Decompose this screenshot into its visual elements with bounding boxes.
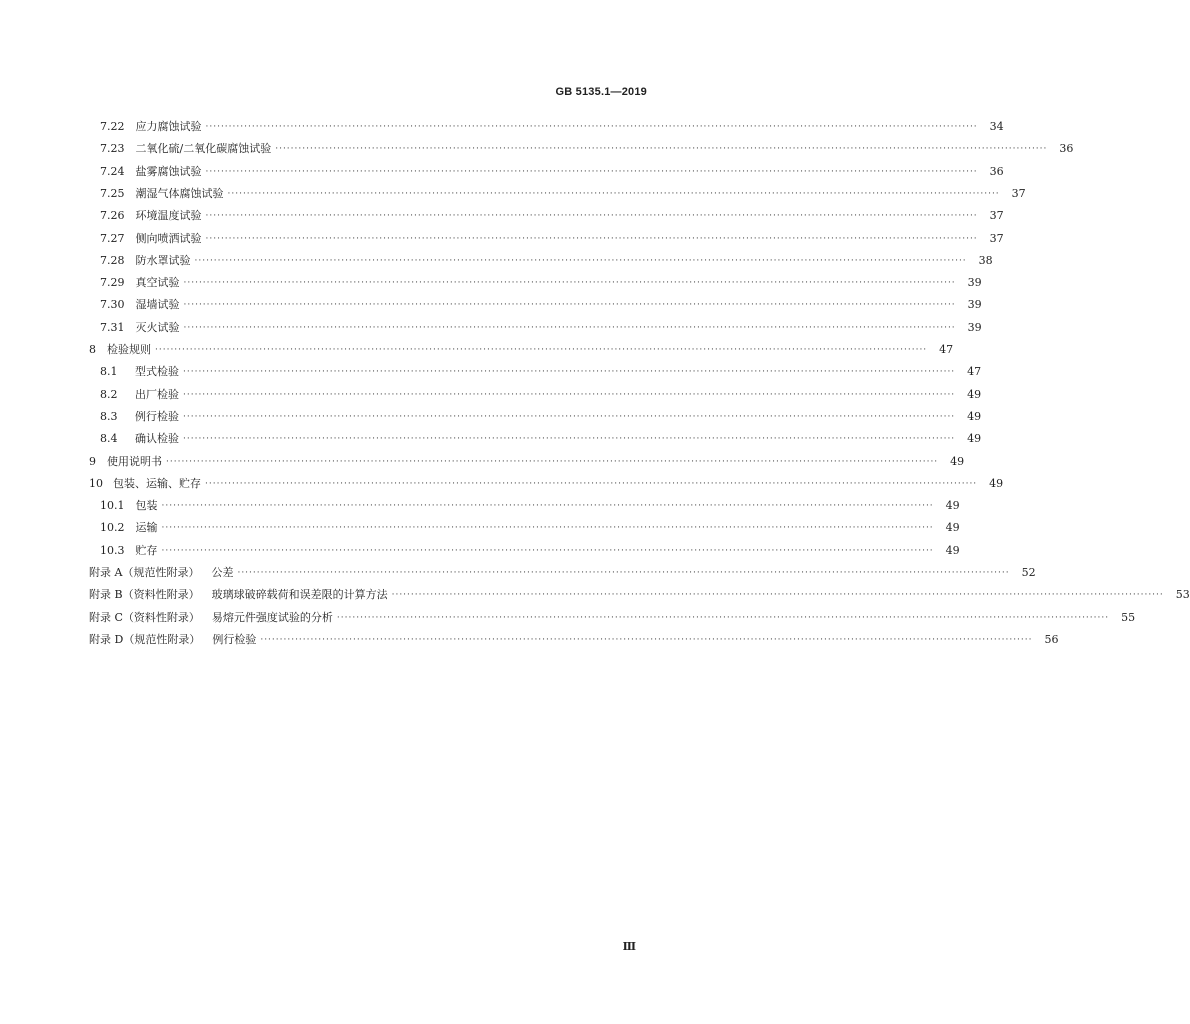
toc-entry[interactable] (0, 230, 1004, 248)
toc-entry-number: 附录 D（规范性附录） (89, 632, 201, 646)
toc-entry-number: 7.25 (100, 186, 125, 200)
toc-entry[interactable] (0, 542, 960, 560)
toc-entry-page: 37 (989, 209, 1004, 223)
toc-entry[interactable] (0, 475, 1004, 493)
toc-entry-number: 9 (89, 454, 96, 468)
toc-dot-leader: ········································································································································································································ (205, 233, 978, 244)
toc-entry-page: 49 (967, 432, 982, 446)
toc-entry-title: 潮湿气体腐蚀试验 (135, 186, 224, 200)
toc-entry-number: 附录 A（规范性附录） (89, 566, 200, 579)
toc-dot-leader: ········································································································································································································ (205, 122, 978, 132)
toc-entry[interactable] (0, 185, 1026, 203)
document-code: GB 5135.1—2019 (555, 86, 647, 98)
toc-dot-leader: ········································································································································································································ (183, 389, 956, 400)
toc-entry-number: 10.3 (100, 543, 125, 557)
toc-dot-leader: ········································································································································································································ (155, 345, 928, 355)
toc-dot-leader: ········································································································································································································ (260, 634, 1033, 645)
toc-dot-leader: ········································································································································································································ (161, 501, 934, 512)
toc-entry-title: 二氧化硫/二氧化碳腐蚀试验 (135, 142, 272, 156)
toc-entry-title: 应力腐蚀试验 (135, 120, 202, 133)
toc-entry-page: 49 (950, 454, 965, 468)
toc-entry[interactable] (0, 408, 982, 426)
toc-dot-leader: ········································································································································································································ (183, 367, 956, 378)
toc-entry-page: 56 (1044, 632, 1059, 646)
toc-dot-leader: ········································································································································································································ (227, 188, 1000, 199)
toc-dot-leader: ········································································································································································································ (194, 255, 967, 266)
toc-entry-number: 8.3 (100, 409, 118, 423)
toc-entry-title: 确认检验 (135, 432, 179, 446)
toc-entry-title: 盐雾腐蚀试验 (135, 164, 202, 178)
toc-entry-title: 运输 (135, 521, 158, 535)
toc-entry-title: 易熔元件强度试验的分析 (211, 610, 333, 624)
toc-entry-page: 49 (967, 409, 982, 423)
toc-dot-leader: ········································································································································································································ (183, 278, 956, 289)
toc-entry-number: 8.4 (100, 432, 118, 446)
toc-entry-page: 38 (978, 253, 993, 267)
toc-dot-leader: ········································································································································································································ (183, 411, 956, 422)
toc-entry-number: 附录 C（资料性附录） (89, 610, 200, 624)
toc-entry-page: 49 (945, 521, 960, 535)
toc-entry-title: 公差 (211, 566, 234, 579)
toc-dot-leader: ········································································································································································································ (161, 545, 934, 556)
toc-dot-leader: ········································································································································································································ (391, 590, 1164, 601)
toc-entry-title: 灭火试验 (135, 320, 180, 334)
toc-entry-title: 包装 (135, 499, 158, 513)
toc-entry-page: 39 (967, 298, 982, 312)
toc-entry-number: 7.26 (100, 209, 125, 223)
toc-dot-leader: ········································································································································································································ (205, 166, 978, 177)
toc-entry-title: 玻璃球破碎载荷和误差限的计算方法 (211, 588, 388, 602)
toc-dot-leader: ········································································································································································································ (237, 568, 1010, 578)
toc-dot-leader: ········································································································································································································ (205, 211, 978, 222)
toc-entry-page: 34 (989, 120, 1004, 133)
toc-entry[interactable] (0, 296, 982, 314)
toc-entry-page: 49 (945, 543, 960, 557)
toc-entry-number: 7.28 (100, 253, 125, 267)
toc-entry[interactable] (0, 453, 965, 471)
toc-entry-number: 7.27 (100, 231, 125, 245)
toc-entry-number: 7.24 (100, 164, 125, 178)
toc-entry[interactable] (0, 341, 954, 359)
toc-entry[interactable] (0, 274, 982, 292)
toc-dot-leader: ········································································································································································································ (161, 523, 934, 534)
toc-dot-leader: ········································································································································································································ (183, 322, 956, 333)
toc-entry-number: 7.23 (100, 142, 125, 156)
toc-entry-number: 8.1 (100, 365, 118, 379)
toc-entry-page: 47 (967, 365, 982, 379)
toc-entry-page: 49 (967, 387, 982, 401)
toc-entry-page: 53 (1175, 588, 1190, 602)
toc-dot-leader: ········································································································································································································ (205, 478, 978, 489)
toc-entry-title: 包装、运输、贮存 (113, 476, 201, 490)
toc-entry-title: 真空试验 (135, 276, 180, 290)
toc-entry-title: 防水罩试验 (135, 253, 191, 267)
toc-entry-title: 型式检验 (135, 365, 179, 379)
toc-entry-page: 37 (1011, 186, 1026, 200)
toc-entry[interactable] (0, 497, 960, 515)
toc-entry-title: 贮存 (135, 543, 158, 557)
toc-entry-number: 8 (89, 343, 96, 356)
toc-dot-leader: ········································································································································································································ (166, 456, 939, 467)
toc-entry-page: 49 (945, 499, 960, 513)
toc-entry-title: 湿墙试验 (135, 298, 180, 312)
toc-dot-leader: ········································································································································································································ (183, 434, 956, 445)
toc-entry-title: 检验规则 (107, 343, 151, 356)
toc-entry[interactable] (0, 252, 993, 270)
toc-entry-number: 7.29 (100, 276, 125, 290)
toc-entry-title: 环境温度试验 (135, 209, 202, 223)
toc-entry[interactable] (0, 163, 1004, 181)
toc-entry-page: 39 (967, 276, 982, 290)
toc-entry-number: 7.22 (100, 120, 125, 133)
toc-entry[interactable] (0, 207, 1004, 225)
toc-entry[interactable] (0, 430, 982, 448)
toc-entry[interactable] (0, 519, 960, 537)
toc-dot-leader: ········································································································································································································ (275, 144, 1048, 155)
toc-entry-number: 10.1 (100, 499, 125, 513)
toc-entry-title: 例行检验 (212, 632, 257, 646)
toc-entry-page: 55 (1121, 610, 1136, 624)
toc-entry-number: 7.30 (100, 298, 125, 312)
toc-entry[interactable] (0, 140, 1074, 158)
toc-entry[interactable] (0, 564, 1036, 582)
page-number: Ⅲ (622, 941, 636, 953)
toc-entry[interactable] (0, 586, 1190, 604)
toc-entry-page: 39 (967, 320, 982, 334)
toc-entry-number: 8.2 (100, 387, 118, 401)
toc-entry-page: 52 (1021, 566, 1036, 579)
toc-entry-title: 例行检验 (135, 409, 179, 423)
toc-entry-number: 10.2 (100, 521, 125, 535)
toc-entry-page: 37 (989, 231, 1004, 245)
toc-entry-page: 49 (989, 476, 1004, 490)
toc-entry[interactable] (0, 386, 982, 404)
toc-entry-page: 36 (989, 164, 1004, 178)
toc-entry[interactable] (0, 319, 982, 337)
toc-entry-number: 附录 B（资料性附录） (89, 588, 200, 602)
toc-entry-title: 侧向喷洒试验 (135, 231, 202, 245)
toc-entry-title: 出厂检验 (135, 387, 179, 401)
toc-entry-page: 36 (1059, 142, 1074, 156)
toc-entry[interactable] (0, 118, 1004, 136)
toc-dot-leader: ········································································································································································································ (336, 612, 1110, 623)
toc-entry-page: 47 (939, 343, 954, 356)
toc-dot-leader: ········································································································································································································ (183, 300, 956, 311)
toc-entry-number: 10 (89, 476, 103, 490)
toc-entry[interactable] (0, 631, 1059, 649)
toc-entry-number: 7.31 (100, 320, 125, 334)
toc-entry[interactable] (0, 363, 982, 381)
toc-entry[interactable] (0, 609, 1136, 627)
toc-entry-title: 使用说明书 (107, 454, 162, 468)
